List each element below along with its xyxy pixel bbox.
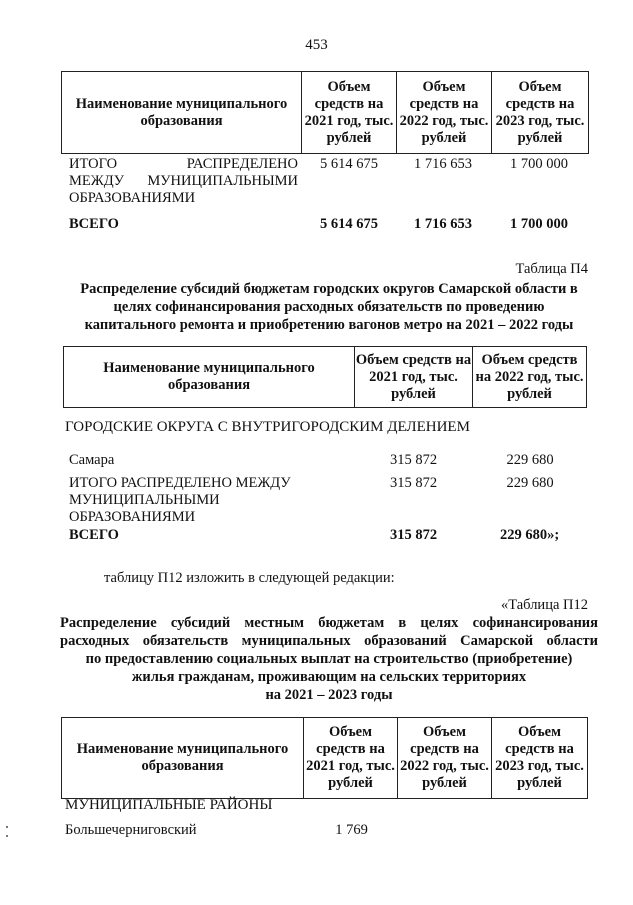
table1-total-2023: 1 700 000 <box>510 156 568 172</box>
table12-header-2023: Объем средств на 2023 год, тыс. рублей <box>492 718 588 799</box>
table4-title-line1: Распределение субсидий бюджетам городских округов Самарской области в <box>80 281 578 297</box>
table1-grand-total-2021: 5 614 675 <box>320 216 378 232</box>
table1-grand-total-2022: 1 716 653 <box>414 216 472 232</box>
table1-header-2023: Объем средств на 2023 год, тыс. рублей <box>492 72 589 154</box>
table4-title-line2: целях софинансирования расходных обязательств по проведению <box>113 299 545 315</box>
table12-title <box>60 614 598 704</box>
table12-title-line2: расходных обязательств муниципальных образований Самарской области <box>60 633 598 649</box>
scan-margin-mark <box>6 835 8 837</box>
table1-total-label-line2: МЕЖДУ МУНИЦИПАЛЬНЫМИ <box>69 173 298 189</box>
table12-header <box>61 717 588 799</box>
amendment-instruction: таблицу П12 изложить в следующей редакции: <box>104 570 395 586</box>
table4-total-distributed-row <box>0 475 633 529</box>
table4-header-2022: Объем средств на 2022 год, тыс. рублей <box>473 347 587 408</box>
table12-row-label: Большечерниговский <box>65 822 197 838</box>
table12-title-line3: по предоставлению социальных выплат на строительство (приобретение) <box>85 651 573 667</box>
table4-grand-total-label: ВСЕГО <box>69 527 119 543</box>
table-row <box>0 822 633 840</box>
table12-title-line4: жилья гражданам, проживающим на сельских территориях <box>131 669 527 685</box>
table1-grand-total-2023: 1 700 000 <box>510 216 568 232</box>
table1-total-2022: 1 716 653 <box>414 156 472 172</box>
table4-header-2021: Объем средств на 2021 год, тыс. рублей <box>355 347 473 408</box>
table12-header-2021: Объем средств на 2021 год, тыс. рублей <box>304 718 398 799</box>
table4-grand-total-2022: 229 680»; <box>500 527 560 543</box>
table1-total-label-line1: ИТОГО РАСПРЕДЕЛЕНО <box>69 156 298 172</box>
table12-row-2021: 1 769 <box>335 822 368 838</box>
table1-grand-total-row <box>0 216 633 234</box>
page-number: 453 <box>305 37 328 53</box>
table4-row-2022: 229 680 <box>506 452 554 468</box>
scan-margin-mark <box>6 826 8 828</box>
table12-title-line1: Распределение субсидий местным бюджетам в целях софинансирования <box>60 615 598 631</box>
table4-row-2021: 315 872 <box>389 452 438 468</box>
table4-total-label-line3: ОБРАЗОВАНИЯМИ <box>69 509 196 525</box>
table12-header-2022: Объем средств на 2022 год, тыс. рублей <box>398 718 492 799</box>
table1-header-2022: Объем средств на 2022 год, тыс. рублей <box>397 72 492 154</box>
table4-title-line3: капитального ремонта и приобретению вагонов метро на 2021 – 2022 годы <box>84 317 574 333</box>
table4-label: Таблица П4 <box>515 261 588 277</box>
table1-total-distributed-row <box>0 156 633 210</box>
table1-total-label-line3: ОБРАЗОВАНИЯМИ <box>69 190 196 206</box>
table12-title-line5: на 2021 – 2023 годы <box>265 687 393 703</box>
table-row <box>0 452 633 470</box>
table1-total-2021: 5 614 675 <box>320 156 378 172</box>
table4-total-2021: 315 872 <box>389 475 438 491</box>
table1-header-2021: Объем средств на 2021 год, тыс. рублей <box>302 72 397 154</box>
table4-row-label: Самара <box>69 452 115 468</box>
table12-label: «Таблица П12 <box>501 597 588 613</box>
table4-total-label-line2: МУНИЦИПАЛЬНЫМИ <box>69 492 220 508</box>
table1-header <box>61 71 589 154</box>
table1-grand-total-label: ВСЕГО <box>69 216 119 232</box>
table4-header-name: Наименование муниципального образования <box>64 347 355 408</box>
table4-grand-total-2021: 315 872 <box>389 527 438 543</box>
table12-header-name: Наименование муниципального образования <box>62 718 304 799</box>
table4-total-label-line1: ИТОГО РАСПРЕДЕЛЕНО МЕЖДУ <box>69 475 291 491</box>
table4-title <box>60 280 598 334</box>
table4-header <box>63 346 587 408</box>
table4-total-2022: 229 680 <box>506 475 554 491</box>
table4-section-heading: ГОРОДСКИЕ ОКРУГА С ВНУТРИГОРОДСКИМ ДЕЛЕНИЕМ <box>65 419 470 435</box>
table4-grand-total-row <box>0 527 633 545</box>
table12-section-heading: МУНИЦИПАЛЬНЫЕ РАЙОНЫ <box>65 797 273 813</box>
table1-header-name: Наименование муниципального образования <box>62 72 302 154</box>
